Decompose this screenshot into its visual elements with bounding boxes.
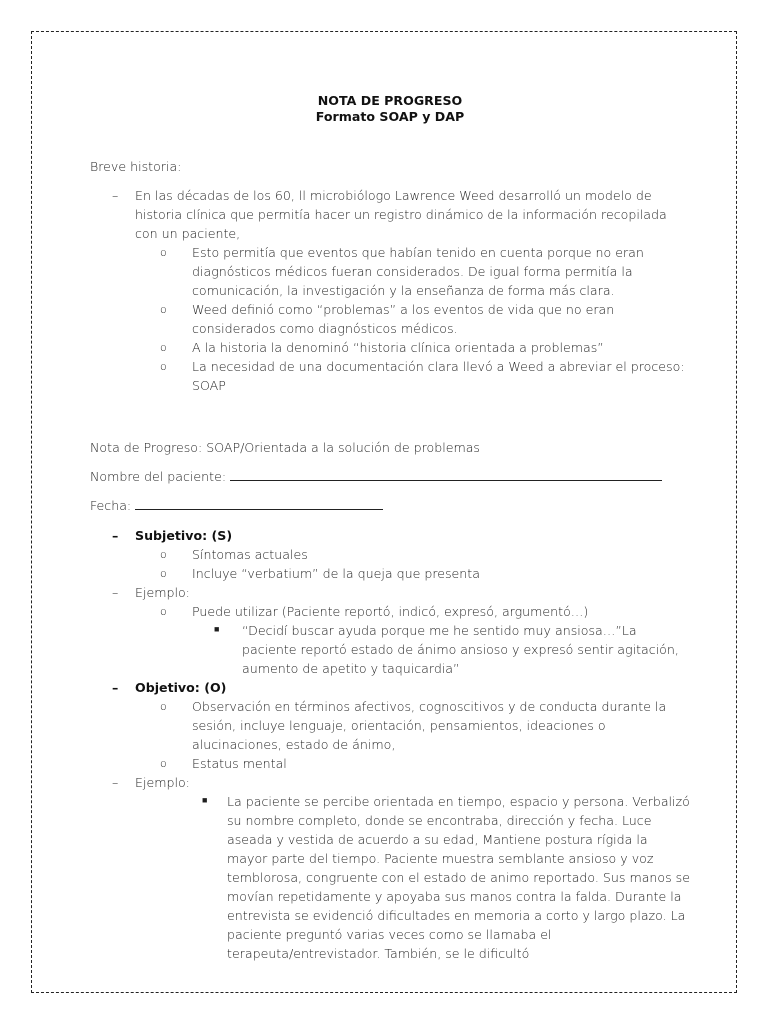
date-field (90, 496, 690, 515)
objective-subitem (160, 754, 690, 773)
circle-bullet: o (160, 360, 167, 373)
dash-bullet: – (112, 528, 119, 543)
subjective-subitem (160, 564, 690, 583)
circle-bullet: o (160, 605, 167, 618)
subjective-subitem (160, 545, 690, 564)
history-subitem-text: A la historia la denominó “historia clínica orientada a problemas” (192, 340, 604, 355)
document-subtitle: Formato SOAP y DAP (315, 109, 465, 124)
example-quote-list (160, 621, 690, 678)
objective-subitem-text: Estatus mental (192, 756, 287, 771)
history-subitem (160, 300, 690, 338)
circle-bullet: o (160, 303, 167, 316)
example-label: Ejemplo: (135, 585, 190, 600)
history-item (90, 186, 690, 395)
history-subitem-text: Weed definió como “problemas” a los eventos de vida que no eran considerados como diagnósticos médicos. (192, 302, 615, 336)
history-subitem-text: La necesidad de una documentación clara llevó a Weed a abreviar el proceso: SOAP (192, 359, 685, 393)
history-item-text: En las décadas de los 60, ll microbiólogo Lawrence Weed desarrolló un modelo de historia clínica que permitía hacer un registro dinámico de la información recopilada con un paciente, (135, 188, 667, 241)
example-item (90, 773, 690, 963)
example-subitem-text: Puede utilizar (Paciente reportó, indicó, expresó, argumentó…) (192, 604, 589, 619)
example-2-list (90, 792, 690, 963)
history-list (90, 186, 690, 395)
objective-subitem-text: Observación en términos afectivos, cognoscitivos y de conducta durante la sesión, incluye lenguaje, orientación, pensamientos, ideaciones o alucinaciones, estado de ánimo, (192, 699, 667, 752)
patient-name-line[interactable] (230, 468, 662, 481)
circle-bullet: o (160, 246, 167, 259)
progress-heading: Nota de Progreso: SOAP/Orientada a la solución de problemas (90, 440, 480, 455)
example-2-paragraph (202, 792, 690, 963)
patient-name-label: Nombre del paciente: (90, 469, 227, 484)
dash-bullet: – (112, 680, 119, 695)
history-sublist (90, 243, 690, 395)
circle-bullet: o (160, 567, 167, 580)
circle-bullet: o (160, 700, 167, 713)
circle-bullet: o (160, 341, 167, 354)
date-label: Fecha: (90, 498, 132, 513)
example-2-text: La paciente se percibe orientada en tiempo, espacio y persona. Verbalizó su nombre completo, donde se encontraba, dirección y fecha. Luce aseada y vestida de acuerdo a su edad, Mantiene postura rígida la mayor parte del tiempo. Paciente muestra semblante ansioso y voz temblorosa, congruente con el estado de animo reportado. Sus manos se movían repetidamente y apoyaba sus manos contra la falda. Durante la entrevista se evidenció dificultades en memoria a corto y largo plazo. La paciente preguntó varias veces como se llamaba el terapeuta/entrevistador. También, se le dificultó (227, 794, 690, 961)
example-quote (214, 621, 690, 678)
example-subitem (160, 602, 690, 678)
subjective-subitem-text: Síntomas actuales (192, 547, 308, 562)
circle-bullet: o (160, 548, 167, 561)
patient-name-field (90, 467, 690, 486)
subjective-sublist (90, 545, 690, 583)
objective-label: Objetivo: (O) (135, 680, 227, 695)
circle-bullet: o (160, 757, 167, 770)
example-item (90, 583, 690, 678)
square-bullet: ■ (202, 796, 208, 806)
document-body (90, 93, 690, 963)
soap-list (90, 526, 690, 963)
dash-bullet: – (112, 188, 119, 203)
subjective-label: Subjetivo: (S) (135, 528, 233, 543)
dash-bullet: – (112, 585, 119, 600)
objective-sublist (90, 697, 690, 773)
square-bullet: ■ (214, 625, 220, 635)
example-sublist (90, 602, 690, 678)
history-heading: Breve historia: (90, 159, 182, 174)
objective-subitem (160, 697, 690, 754)
history-subitem (160, 357, 690, 395)
example-label: Ejemplo: (135, 775, 190, 790)
history-subitem-text: Esto permitía que eventos que habían tenido en cuenta porque no eran diagnósticos médicos fueran considerados. De igual forma permitía la comunicación, la investigación y la enseñanza de forma más clara. (192, 245, 644, 298)
document-title: NOTA DE PROGRESO (317, 93, 463, 108)
date-line[interactable] (135, 497, 383, 510)
history-subitem (160, 243, 690, 300)
subjective-item (90, 526, 690, 583)
example-quote-text: “Decidí buscar ayuda porque me he sentido muy ansiosa…”La paciente reportó estado de ánimo ansioso y expresó sentir agitación, aumento de apetito y taquicardia” (242, 623, 679, 676)
history-subitem (160, 338, 690, 357)
subjective-subitem-text: Incluye “verbatium” de la queja que presenta (192, 566, 480, 581)
dash-bullet: – (112, 775, 119, 790)
objective-item (90, 678, 690, 773)
